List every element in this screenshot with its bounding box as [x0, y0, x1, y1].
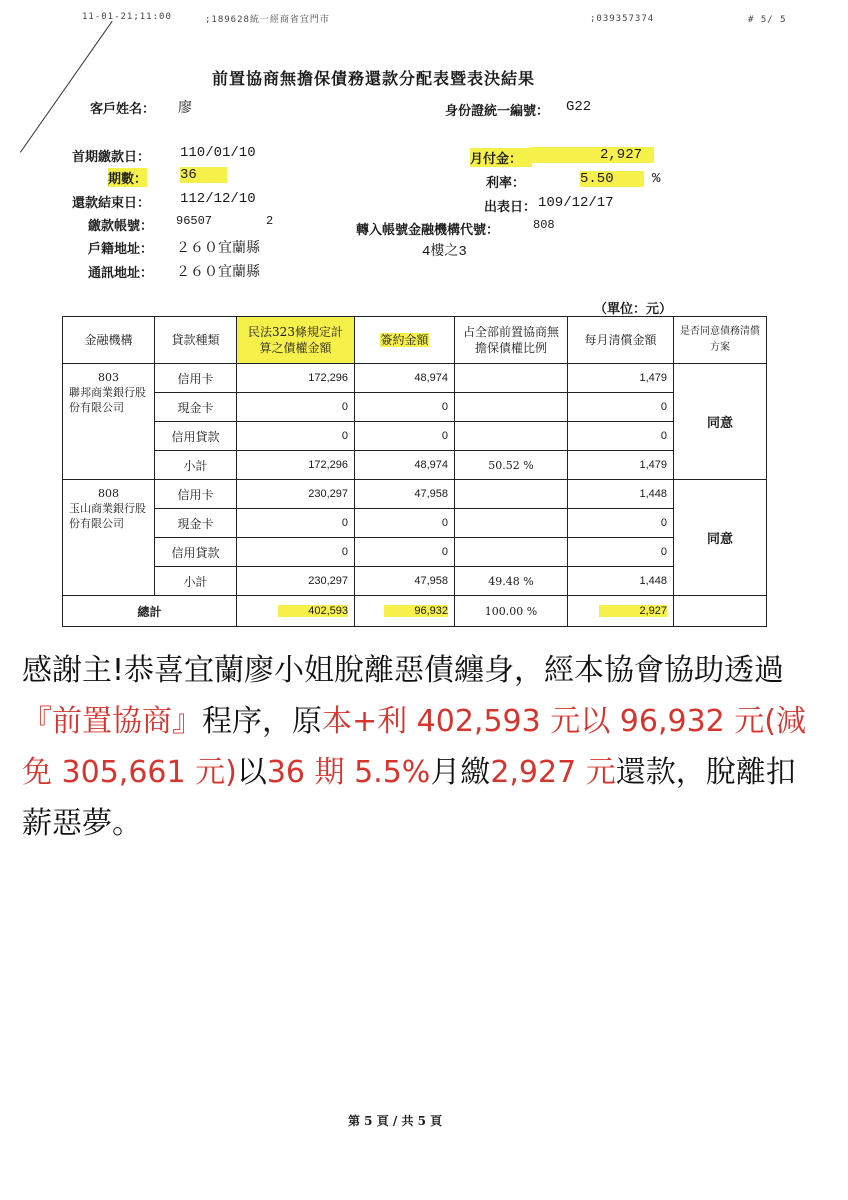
table-row — [63, 422, 767, 451]
bank-code: 808 — [98, 487, 119, 500]
loan-type: 信用卡 — [155, 480, 237, 509]
note-highlight: 本+利 402,593 元以 96,932 元(減免 305,661 元) — [22, 704, 807, 790]
total-monthly — [568, 596, 674, 627]
household-label: 戶籍地址： — [88, 242, 154, 257]
contract-amount: 0 — [355, 509, 455, 538]
total-claim — [237, 596, 355, 627]
issue-value: 109/12/17 — [538, 195, 614, 211]
contract-amount: 47,958 — [355, 480, 455, 509]
agree-status: 同意 — [674, 480, 767, 596]
note-highlight: 2,927 元 — [490, 755, 616, 790]
ratio — [455, 422, 568, 451]
total-claim-text: 402,593 — [278, 605, 348, 617]
ratio: 50.52 % — [455, 451, 568, 480]
loan-type: 小計 — [155, 567, 237, 596]
fax-header-page: # 5/ 5 — [748, 15, 787, 25]
transfer-value: 808 — [533, 218, 555, 232]
total-agree-empty — [674, 596, 767, 627]
header-agree: 是否同意債務清償方案 — [674, 317, 767, 364]
contract-amount: 47,958 — [355, 567, 455, 596]
monthly-amount: 1,448 — [568, 480, 674, 509]
header-ratio: 占全部前置協商無擔保債權比例 — [455, 317, 568, 364]
monthly-amount: 1,479 — [568, 451, 674, 480]
id-label: 身份證統一編號： — [445, 104, 550, 119]
contract-amount: 0 — [355, 538, 455, 567]
first-pay-value: 110/01/10 — [180, 145, 256, 161]
bank-name: 聯邦商業銀行股份有限公司 — [69, 386, 146, 414]
monthly-value: 2,927 — [530, 147, 654, 163]
monthly-amount: 0 — [568, 538, 674, 567]
mail-value: ２６０宜蘭縣 — [176, 265, 260, 281]
periods-value: 36 — [180, 167, 227, 183]
ratio — [455, 509, 568, 538]
household-value: ２６０宜蘭縣 — [176, 241, 260, 257]
bank-cell — [63, 364, 155, 480]
claim-amount: 0 — [237, 393, 355, 422]
table-header-row — [63, 317, 767, 364]
monthly-amount: 1,479 — [568, 364, 674, 393]
account-label: 繳款帳號： — [88, 219, 154, 234]
agree-status: 同意 — [674, 364, 767, 480]
loan-type: 小計 — [155, 451, 237, 480]
loan-type: 信用貸款 — [155, 538, 237, 567]
table-row — [63, 480, 767, 509]
monthly-amount: 0 — [568, 509, 674, 538]
claim-amount: 230,297 — [237, 567, 355, 596]
table-row — [63, 538, 767, 567]
loan-type: 現金卡 — [155, 509, 237, 538]
monthly-amount: 0 — [568, 393, 674, 422]
id-value: G22 — [566, 99, 592, 115]
note-part: 還款，脫離扣薪惡夢。 — [22, 755, 796, 841]
document-title: 前置協商無擔保債務還款分配表暨表決結果 — [212, 69, 536, 88]
account-suffix: 2 — [266, 214, 274, 228]
header-loan-type: 貸款種類 — [155, 317, 237, 364]
monthly-amount: 0 — [568, 422, 674, 451]
fax-header-right: ;039357374 — [590, 14, 655, 24]
claim-amount: 172,296 — [237, 451, 355, 480]
bank-name: 玉山商業銀行股份有限公司 — [69, 502, 146, 530]
loan-type: 現金卡 — [155, 393, 237, 422]
table-row — [63, 567, 767, 596]
page-footer: 第 5 頁 / 共 5 頁 — [348, 1114, 443, 1128]
loan-type: 信用卡 — [155, 364, 237, 393]
account-value: 96507 — [176, 214, 213, 228]
table-row — [63, 393, 767, 422]
ratio — [455, 538, 568, 567]
claim-amount: 0 — [237, 422, 355, 451]
note-part: 感謝主!恭喜宜蘭廖小姐脫離惡債纏身，經本協會協助透過 — [22, 653, 785, 688]
header-claim: 民法323條規定計算之債權金額 — [237, 317, 355, 364]
transfer-label: 轉入帳號金融機構代號： — [356, 223, 500, 238]
header-contract — [355, 317, 455, 364]
total-ratio: 100.00 % — [455, 596, 568, 627]
customer-name-label: 客戶姓名： — [90, 102, 156, 117]
contract-amount: 48,974 — [355, 364, 455, 393]
note-part: 月繳 — [430, 755, 491, 790]
address-tail: 4樓之3 — [422, 244, 467, 260]
loan-type: 信用貸款 — [155, 422, 237, 451]
end-value: 112/12/10 — [180, 191, 256, 207]
debt-table — [62, 316, 767, 627]
periods-label: 期數： — [108, 168, 147, 187]
note-highlight: 36 期 5.5% — [266, 755, 431, 790]
fax-header-middle: ;189628統一經商省宜門市 — [205, 15, 330, 25]
header-bank: 金融機構 — [63, 317, 155, 364]
header-monthly: 每月清償金額 — [568, 317, 674, 364]
bank-code: 803 — [98, 371, 119, 384]
claim-amount: 172,296 — [237, 364, 355, 393]
fax-header-left: 11-01-21;11:00 — [82, 12, 172, 22]
note-highlight: 『前置協商』 — [22, 704, 202, 739]
claim-amount: 230,297 — [237, 480, 355, 509]
ratio — [455, 480, 568, 509]
header-contract-text: 簽約金額 — [380, 333, 429, 347]
unit-label: （單位：元） — [594, 302, 673, 317]
pen-stroke — [20, 21, 113, 153]
first-pay-label: 首期繳款日： — [72, 150, 151, 165]
total-monthly-text: 2,927 — [599, 605, 667, 617]
contract-amount: 48,974 — [355, 451, 455, 480]
customer-name: 廖 — [178, 101, 192, 117]
total-contract — [355, 596, 455, 627]
ratio: 49.48 % — [455, 567, 568, 596]
bank-cell — [63, 480, 155, 596]
testimonial-note — [22, 645, 822, 849]
monthly-label: 月付金： — [470, 148, 532, 167]
rate-unit: % — [652, 171, 661, 187]
total-contract-text: 96,932 — [384, 605, 448, 617]
contract-amount: 0 — [355, 393, 455, 422]
rate-label: 利率： — [486, 176, 526, 191]
ratio — [455, 364, 568, 393]
issue-label: 出表日： — [484, 200, 537, 215]
mail-label: 通訊地址： — [88, 266, 154, 281]
ratio — [455, 393, 568, 422]
contract-amount: 0 — [355, 422, 455, 451]
claim-amount: 0 — [237, 509, 355, 538]
total-label: 總計 — [63, 596, 237, 627]
note-part: 以 — [236, 755, 267, 790]
claim-amount: 0 — [237, 538, 355, 567]
table-row — [63, 509, 767, 538]
monthly-amount: 1,448 — [568, 567, 674, 596]
rate-value: 5.50 — [580, 171, 644, 187]
note-part: 程序，原 — [202, 704, 322, 739]
total-row — [63, 596, 767, 627]
table-row — [63, 364, 767, 393]
table-row — [63, 451, 767, 480]
end-label: 還款結束日： — [72, 196, 151, 211]
